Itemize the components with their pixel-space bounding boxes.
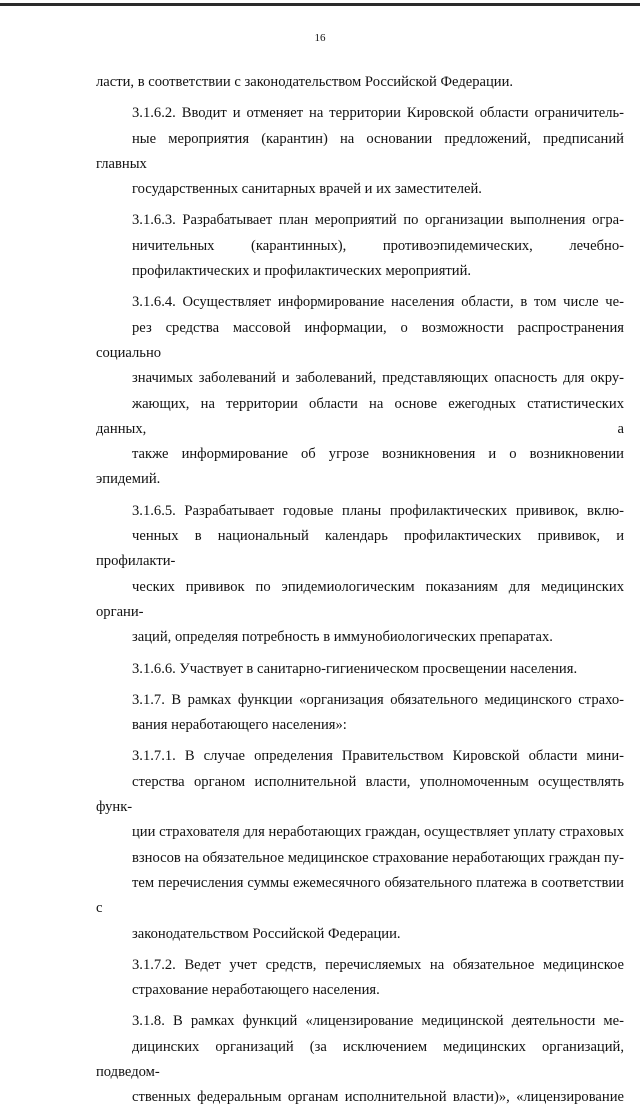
paragraph-p5 — [96, 657, 624, 682]
text-line: 3.1.8. В рамках функций «лицензирование медицинской деятельности ме- — [132, 1013, 624, 1030]
text-line: заций, определяя потребность в иммунобиологических препаратах. — [132, 629, 553, 646]
text-line: вания неработающего населения»: — [132, 717, 347, 734]
text-line: 3.1.6.6. Участвует в санитарно-гигиеническом просвещении населения. — [132, 660, 578, 677]
text-line: профилактических и профилактических мероприятий. — [132, 263, 472, 280]
text-line: ные мероприятия (карантин) на основании предложений, предписаний главных — [96, 130, 624, 172]
paragraph-p4 — [96, 499, 624, 651]
paragraph-p0 — [96, 70, 624, 95]
text-line: ничительных (карантинных), противоэпидемических, лечебно- — [132, 237, 624, 254]
text-line: 3.1.7. В рамках функции «организация обязательного медицинского страхо- — [132, 691, 624, 708]
text-line: 3.1.7.1. В случае определения Правительством Кировской области мини- — [132, 748, 624, 765]
paragraph-p1 — [96, 101, 624, 202]
text-line: ченных в национальный календарь профилактических прививок, и профилакти- — [96, 528, 624, 570]
text-line: жающих, на территории области на основе ежегодных статистических данных, а — [96, 395, 624, 437]
paragraph-p9 — [96, 1009, 624, 1110]
paragraph-p7 — [96, 744, 624, 946]
text-line: ческих прививок по эпидемиологическим показаниям для медицинских органи- — [96, 578, 624, 620]
text-line: стерства органом исполнительной власти, уполномоченным осуществлять функ- — [96, 773, 624, 816]
text-line: также информирование об угрозе возникновения и о возникновении эпидемий. — [96, 446, 624, 488]
text-line: значимых заболеваний и заболеваний, представляющих опасность для окру- — [132, 370, 624, 387]
paragraph-p2 — [96, 208, 624, 284]
text-line: ственных федеральным органам исполнительной власти)», «лицензирование — [132, 1089, 624, 1106]
text-line: 3.1.6.2. Вводит и отменяет на территории Кировской области ограничитель- — [132, 105, 624, 122]
page-number: 16 — [314, 32, 326, 44]
text-line: ласти, в соответствии с законодательством Российской Федерации. — [96, 74, 514, 90]
text-line: 3.1.7.2. Ведет учет средств, перечисляемых на обязательное медицинское — [132, 956, 624, 973]
page-top-border — [0, 3, 640, 6]
text-line: страхование неработающего населения. — [132, 982, 380, 999]
text-line: взносов на обязательное медицинское страхование неработающих граждан пу- — [132, 849, 624, 866]
text-line: государственных санитарных врачей и их заместителей. — [132, 181, 482, 198]
text-line: ции страхователя для неработающих граждан, осуществляет уплату страховых — [132, 824, 624, 841]
paragraph-p6 — [96, 688, 624, 739]
paragraph-p8 — [96, 953, 624, 1004]
text-line: рез средства массовой информации, о возможности распространения социально — [96, 319, 624, 361]
text-line: законодательством Российской Федерации. — [132, 925, 401, 942]
paragraph-p3 — [96, 290, 624, 492]
text-line: тем перечисления суммы ежемесячного обязательного платежа в соответствии с — [96, 874, 624, 917]
text-line: 3.1.6.4. Осуществляет информирование населения области, в том числе че- — [132, 294, 624, 311]
text-line: 3.1.6.5. Разрабатывает годовые планы профилактических прививок, вклю- — [132, 502, 624, 519]
text-line: 3.1.6.3. Разрабатывает план мероприятий по организации выполнения огра- — [132, 212, 624, 229]
text-line: дицинских организаций (за исключением медицинских организаций, подведом- — [96, 1038, 624, 1080]
document-body — [96, 70, 624, 1111]
